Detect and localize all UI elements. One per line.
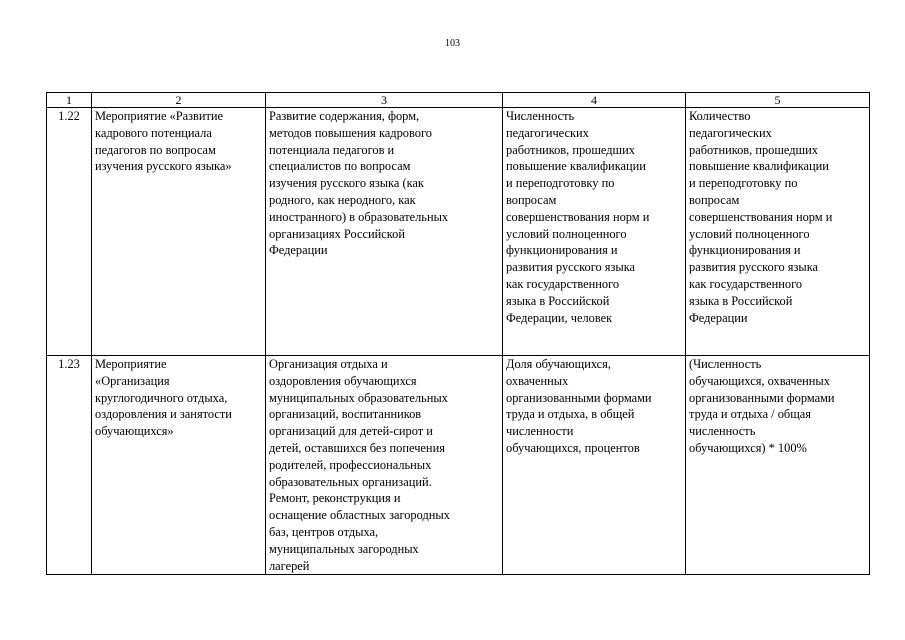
event-content-cell: Организация отдыха и оздоровления обучающихся муниципальных образовательных организаций, воспитанников организаций для детей-сирот и детей, оставшихся без попечения родителей, профессиональных образовательных организаций. Ремонт, реконструкция и оснащение областных загородных баз, центров отдыха, муниципальных загородных лагерей	[266, 356, 503, 575]
page-number: 103	[445, 38, 460, 49]
column-header-3: 3	[266, 93, 503, 108]
indicator-cell: Численность педагогических работников, прошедших повышение квалификации и переподготовку по вопросам совершенствования норм и условий полноценного функционирования и развития русского языка как государственного языка в Российской Федерации, человек	[503, 108, 686, 356]
event-name-cell: Мероприятие «Развитие кадрового потенциала педагогов по вопросам изучения русского языка»	[92, 108, 266, 356]
event-name-cell: Мероприятие «Организация круглогодичного отдыха, оздоровления и занятости обучающихся»	[92, 356, 266, 575]
table-header-row	[47, 93, 870, 108]
column-header-2: 2	[92, 93, 266, 108]
table-row	[47, 108, 870, 356]
row-number: 1.22	[47, 108, 92, 356]
column-header-4: 4	[503, 93, 686, 108]
table-row	[47, 356, 870, 575]
event-content-cell: Развитие содержания, форм, методов повышения кадрового потенциала педагогов и специалистов по вопросам изучения русского языка (как родного, как неродного, как иностранного) в образовательных организациях Российской Федерации	[266, 108, 503, 356]
indicators-table	[46, 92, 870, 575]
indicator-cell: Доля обучающихся, охваченных организованными формами труда и отдыха, в общей численности обучающихся, процентов	[503, 356, 686, 575]
row-number: 1.23	[47, 356, 92, 575]
column-header-5: 5	[686, 93, 870, 108]
column-header-1: 1	[47, 93, 92, 108]
calculation-method-cell: (Численность обучающихся, охваченных организованными формами труда и отдыха / общая численность обучающихся) * 100%	[686, 356, 870, 575]
calculation-method-cell: Количество педагогических работников, прошедших повышение квалификации и переподготовку по вопросам совершенствования норм и условий полноценного функционирования и развития русского языка как государственного языка в Российской Федерации	[686, 108, 870, 356]
